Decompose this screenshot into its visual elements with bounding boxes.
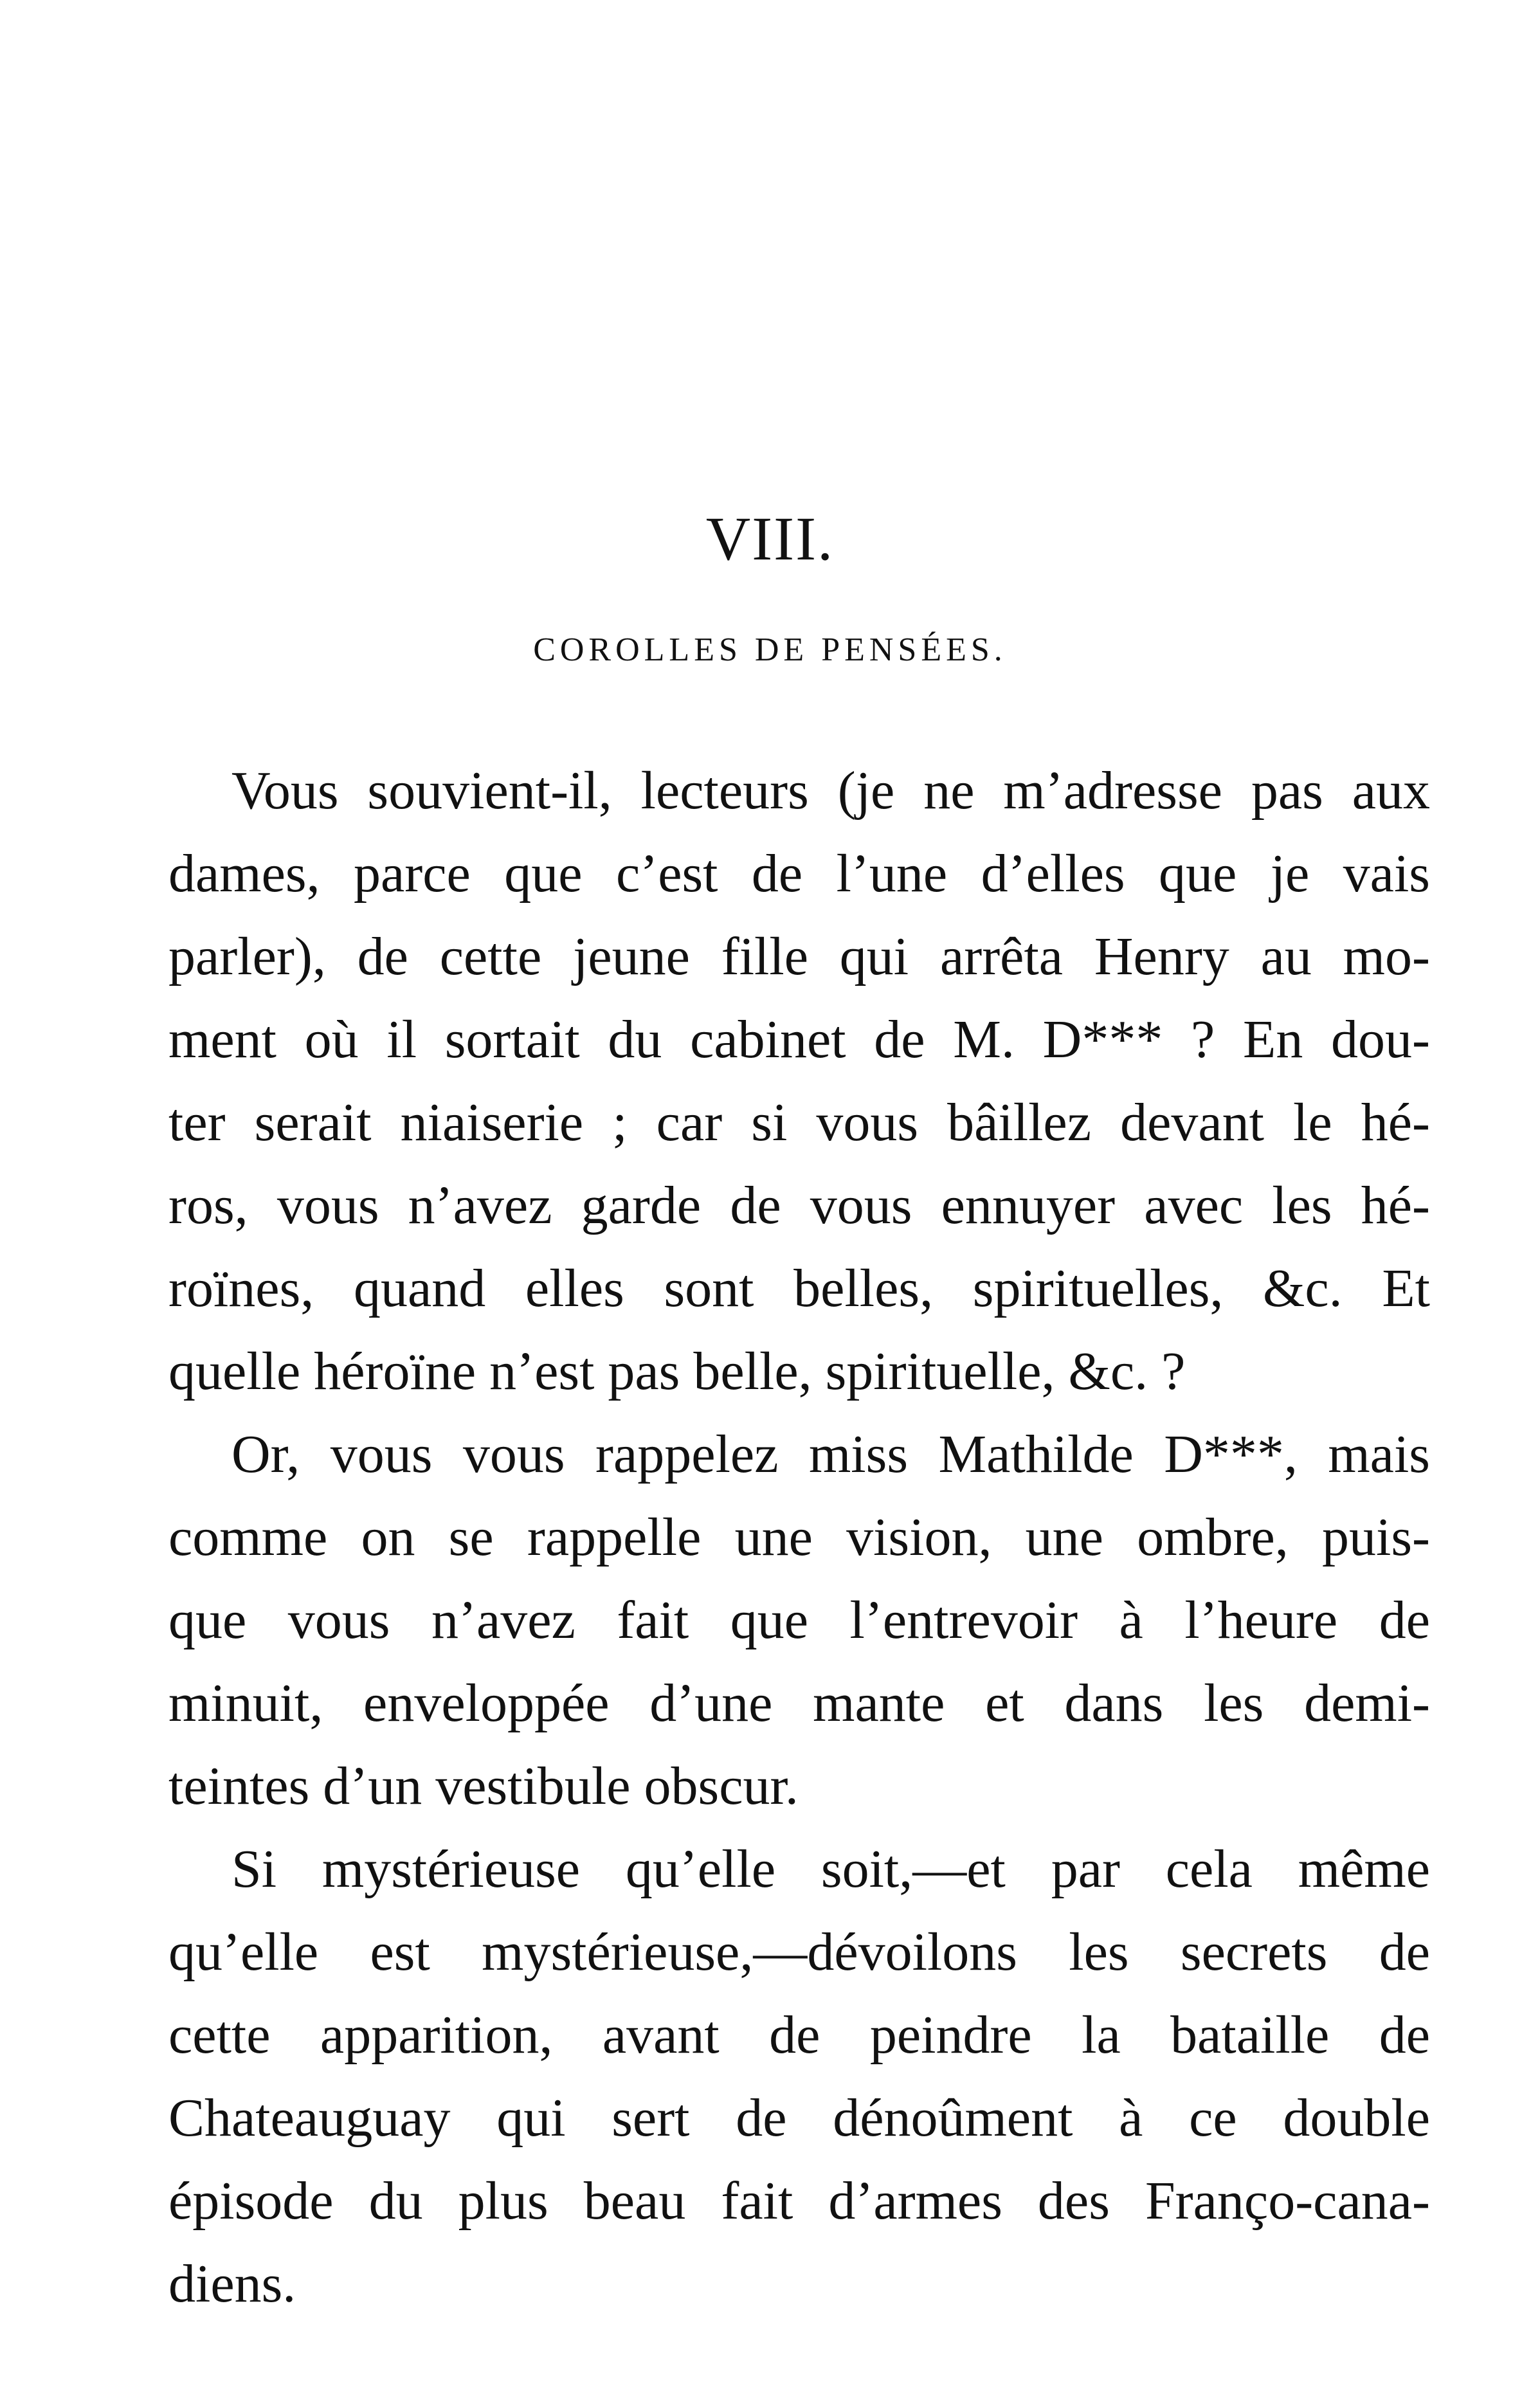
text-line: teintes d’un vestibule obscur.: [168, 1756, 799, 1816]
text-line: quelle héroïne n’est pas belle, spirituelle, &c. ?: [168, 1341, 1186, 1401]
paragraph: [168, 1828, 1430, 2325]
chapter-body: [168, 749, 1430, 2325]
text-line: ter serait niaiserie ; car si vous bâillez devant le hé-: [168, 1093, 1430, 1152]
text-line: Si mystérieuse qu’elle soit,—et par cela même: [231, 1839, 1430, 1899]
paragraph: [168, 1413, 1430, 1828]
text-line: dames, parce que c’est de l’une d’elles que je vais: [168, 844, 1430, 904]
text-line: Vous souvient-il, lecteurs (je ne m’adresse pas aux: [231, 761, 1430, 821]
text-line: parler), de cette jeune fille qui arrêta Henry au mo-: [168, 927, 1430, 986]
chapter-number: VIII.: [705, 504, 835, 573]
text-line: Chateauguay qui sert de dénoûment à ce double: [168, 2088, 1430, 2148]
text-line: diens.: [168, 2254, 296, 2314]
chapter-title: COROLLES DE PENSÉES.: [533, 631, 1007, 668]
text-line: que vous n’avez fait que l’entrevoir à l’heure de: [168, 1590, 1430, 1650]
text-line: qu’elle est mystérieuse,—dévoilons les secrets de: [168, 1922, 1430, 1982]
text-line: comme on se rappelle une vision, une ombre, puis-: [168, 1507, 1430, 1567]
text-line: roïnes, quand elles sont belles, spirituelles, &c. Et: [168, 1258, 1430, 1318]
text-line: minuit, enveloppée d’une mante et dans les demi-: [168, 1673, 1430, 1733]
text-line: ros, vous n’avez garde de vous ennuyer avec les hé-: [168, 1176, 1430, 1235]
text-line: ment où il sortait du cabinet de M. D*** ? En dou-: [168, 1010, 1430, 1069]
text-line: Or, vous vous rappelez miss Mathilde D***, mais: [231, 1424, 1430, 1484]
text-line: cette apparition, avant de peindre la bataille de: [168, 2005, 1430, 2065]
text-line: épisode du plus beau fait d’armes des Franço-cana-: [168, 2171, 1430, 2231]
paragraph: [168, 749, 1430, 1413]
